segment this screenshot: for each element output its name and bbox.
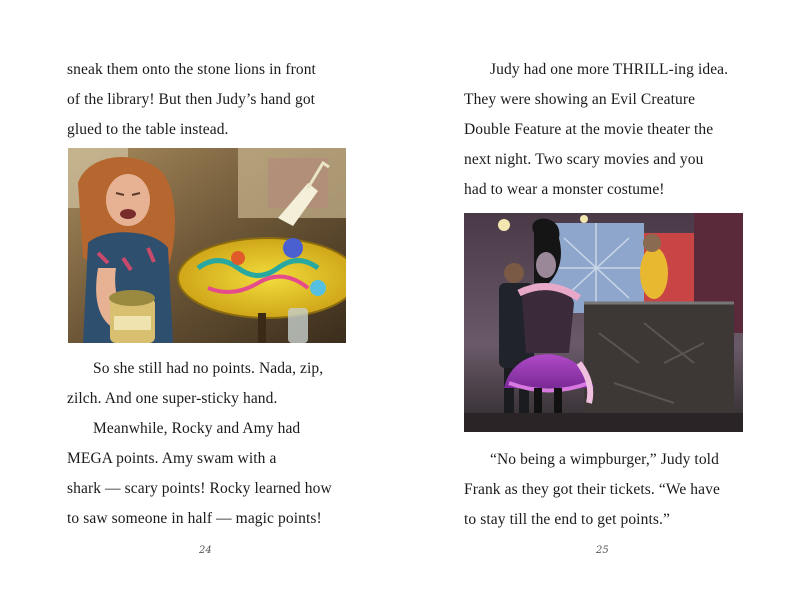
right-page <box>405 0 810 608</box>
left-line-4: So she still had no points. Nada, zip, <box>93 360 324 377</box>
page-number-right: 25 <box>596 545 609 556</box>
photo-judy-glued-hand <box>68 148 346 343</box>
left-line-9: to saw someone in half — magic points! <box>67 510 322 527</box>
right-line-4: next night. Two scary movies and you <box>464 151 704 168</box>
photo-movie-theater-illustration <box>464 213 743 432</box>
right-line-7: Frank as they got their tickets. “We have <box>464 481 720 498</box>
right-line-2: They were showing an Evil Creature <box>464 91 696 108</box>
left-line-7: MEGA points. Amy swam with a <box>67 450 277 467</box>
left-line-1: sneak them onto the stone lions in front <box>67 61 316 78</box>
left-line-5: zilch. And one super-sticky hand. <box>67 390 278 407</box>
left-line-6: Meanwhile, Rocky and Amy had <box>93 420 301 437</box>
left-line-2: of the library! But then Judy’s hand got <box>67 91 316 108</box>
photo-movie-theater <box>464 213 743 432</box>
page-number-left: 24 <box>199 545 212 556</box>
right-line-6: “No being a wimpburger,” Judy told <box>490 451 719 468</box>
right-line-3: Double Feature at the movie theater the <box>464 121 714 138</box>
photo-judy-glued-hand-illustration <box>68 148 346 343</box>
left-line-3: glued to the table instead. <box>67 121 229 138</box>
right-line-8: to stay till the end to get points.” <box>464 511 670 528</box>
left-line-8: shark — scary points! Rocky learned how <box>67 480 332 497</box>
right-line-1: Judy had one more THRILL-ing idea. <box>490 61 729 78</box>
right-line-5: had to wear a monster costume! <box>464 181 665 198</box>
